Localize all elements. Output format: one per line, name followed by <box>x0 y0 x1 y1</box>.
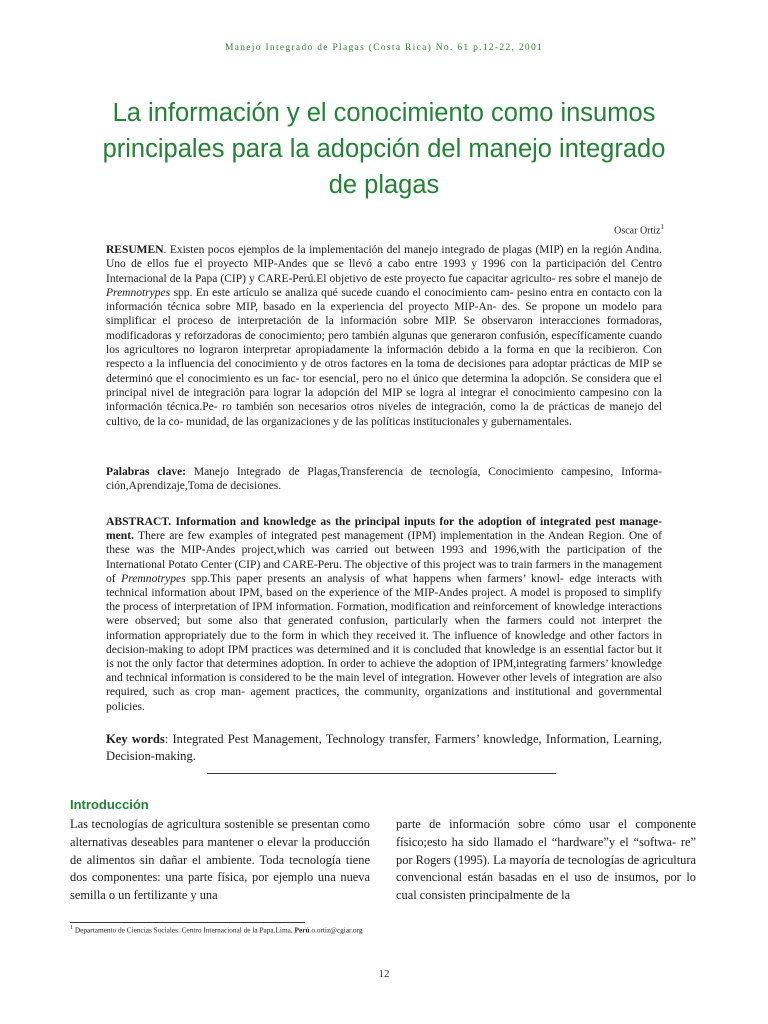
resumen-paragraph <box>106 243 662 429</box>
footnote-divider <box>70 922 305 923</box>
abstract-text-2: spp.This paper presents an analysis of what happens when farmers’ knowl- edge interacts with technical information about IPM, based on the experience of the MIP-Andes project. A model is proposed to simplify the process of interpretation of IPM information. Formation, modification and reinforcement of knowledge interactions were observed; but some also that generated confusion, particularly when the farmers could not interpret the information appropriately due to the form in which they received it. The influence of knowledge and other factors in decision-making to adopt IPM practices was determined and it is concluded that knowledge is an essential factor but it is not the only factor that determines adoption. In order to achieve the adoption of IPM,integrating farmers’ knowledge and technical information is considered to be the main level of integration. However other levels of integration are also required, such as crop man- agement practices, the community, organizations and institutional and governmental policies. <box>106 571 662 713</box>
footnote-text-1: Departamento de Ciencias Sociales. Centro Internacional de la Papa.Lima, <box>73 925 295 935</box>
palabras-clave-paragraph <box>106 465 662 494</box>
footnote-country: Perú <box>294 925 310 935</box>
introduccion-heading: Introducción <box>70 797 149 812</box>
footnote-text-2: .o.ortiz@cgiar.org <box>309 925 363 935</box>
abstract-text-1: There are few examples of integrated pest management (IPM) implementation in the Andean Region. One of these was the MIP-Andes project,which was carried out between 1993 and 1996,with the participation of the International Potato Center (CIP) and CARE-Peru. The objective of this project was to train farmers in the management of <box>106 529 662 585</box>
running-header: Manejo Integrado de Plagas (Costa Rica) No. 61 p.12-22, 2001 <box>224 43 544 53</box>
footnote-marker: 1 <box>70 925 74 931</box>
resumen-species: Premnotrypes <box>106 286 171 299</box>
introduccion-right-column: parte de información sobre cómo usar el componente físico;esto ha sido llamado el “hardware”y el “softwa- re” por Rogers (1995). La mayoría de tecnologías de agricultura convencional están basadas en el uso de insumos, por lo cual consisten principalmente de la <box>396 817 696 903</box>
article-title: La información y el conocimiento como insumos principales para la adopción del manejo integrado de plagas <box>102 99 666 199</box>
resumen-label: RESUMEN <box>106 244 164 256</box>
resumen-text-1: . Existen pocos ejemplos de la implementación del manejo integrado de plagas (MIP) en la región Andina. Uno de ellos fue el proyecto MIP-Andes que se llevó a cabo entre 1993 y 1996 con la participación del Centro Internacional de la Papa (CIP) y CARE-Perú.El objetivo de este proyecto fue capacitar agriculto- res sobre el manejo de <box>106 244 662 285</box>
key-words-label: Key words <box>106 732 165 746</box>
palabras-clave-text: Manejo Integrado de Plagas,Transferencia de tecnología, Conocimiento campesino, Informa- ción,Aprendizaje,Toma de decisiones. <box>106 466 662 493</box>
abstract-paragraph <box>106 515 662 714</box>
palabras-clave-label: Palabras clave: <box>106 466 187 478</box>
footnote <box>70 925 363 934</box>
introduccion-left-column: Las tecnologías de agricultura sostenible se presentan como alternativas deseables para mantener o elevar la producción de alimentos sin dañar el ambiente. Toda tecnología tiene dos componentes: una parte física, por ejemplo una nueva semilla o un fertilizante y una <box>70 817 370 903</box>
key-words-paragraph <box>106 731 662 765</box>
key-words-text: : Integrated Pest Management, Technology transfer, Farmers’ knowledge, Information, Learning, Decision-making. <box>106 732 663 763</box>
author-name: Oscar Ortiz <box>614 225 661 237</box>
resumen-text-2: spp. En este artículo se analiza qué sucede cuando el conocimiento cam- pesino entra en contacto con la información técnica sobre MIP, basado en la experiencia del proyecto MIP-An- des. Se propone un modelo para simplificar el proceso de interpretación de la información sobre MIP. Se observaron interacciones formadoras, modificadoras y reforzadoras de conocimiento; pero también algunas que generaron confusión, específicamente cuando los agricultores no lograron interpretar apropiadamente la información debido a la forma en que la recibieron. Con respecto a la influencia del conocimiento y de otros factores en la toma de decisiones para adoptar prácticas de MIP se determinó que el conocimiento es un fac- tor esencial, pero no el único que determina la adopción. Se considera que el principal nivel de integración para lograr la adopción del MIP se logra al integrar el conocimiento campesino con la información técnica.Pe- ro también son necesarios otros niveles de integración, como la de prácticas de manejo del cultivo, de la co- munidad, de las organizaciones y de las políticas institucionales y gubernamentales. <box>106 286 662 428</box>
author-line <box>614 223 664 236</box>
abstract-species: Premnotrypes <box>121 571 186 585</box>
section-divider <box>207 773 556 774</box>
abstract-label: ABSTRACT. Information and knowledge as the principal inputs for the adoption of integrated pest manage- ment. <box>106 515 662 543</box>
author-footnote-marker: 1 <box>660 223 664 231</box>
page-number: 12 <box>378 968 390 980</box>
